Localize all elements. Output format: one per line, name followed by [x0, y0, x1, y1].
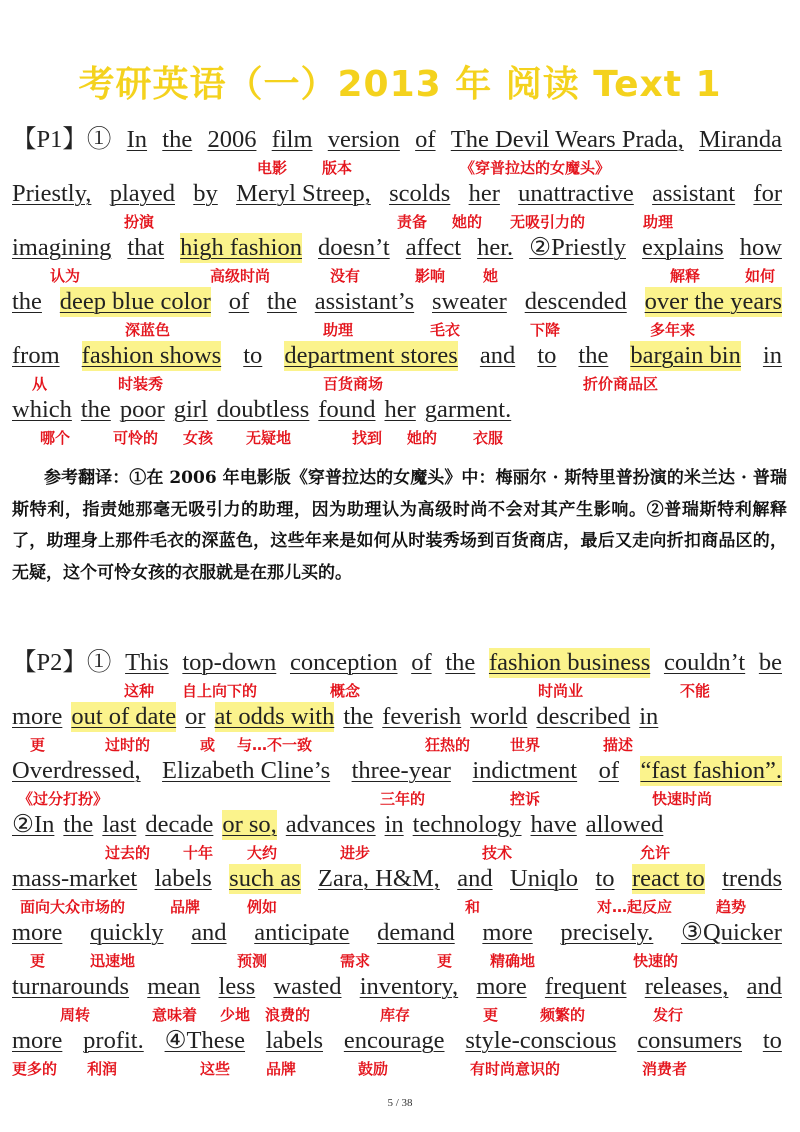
- passage-word: style-conscious: [465, 1027, 617, 1054]
- passage-word: the: [80, 396, 111, 423]
- chinese-gloss: 折价商品区: [583, 375, 659, 393]
- passage-word: her.: [477, 234, 514, 261]
- passage-word: doesn’t: [318, 234, 390, 261]
- page-number: 5 / 38: [387, 1097, 413, 1109]
- passage-word: and: [457, 865, 493, 892]
- reference-translation: 参考翻译：①在 2006 年电影版《穿普拉达的女魔头》中：梅丽尔 · 斯特里普扮演的米兰达 · 普瑞斯特利，指责她那毫无吸引力的助理，因为助理认为高级时尚不会对其产生影响。②普瑞斯特利解释了，助理身上那件毛衣的深蓝色，这些年来是如何从时装秀场到百货商店，最后又走向折扣商品区的，无疑，这个可怜女孩的衣服就是在那儿买的。: [12, 468, 787, 583]
- passage-word: and: [479, 342, 516, 369]
- passage-word: and: [746, 973, 782, 1000]
- gloss-line: [0, 681, 800, 701]
- chinese-gloss: 如何: [745, 267, 776, 285]
- passage-word: three-year: [351, 757, 451, 784]
- chinese-gloss: 这些: [200, 1060, 231, 1078]
- passage-word: of: [415, 126, 436, 153]
- passage-word: of: [228, 288, 250, 315]
- passage-word: her: [384, 396, 416, 423]
- english-line: [12, 233, 782, 263]
- passage-word: or: [185, 703, 206, 730]
- chinese-gloss: 更: [483, 1006, 499, 1024]
- chinese-gloss: 百货商场: [323, 375, 384, 393]
- english-line: [12, 918, 782, 948]
- highlighted-phrase: over the years: [644, 288, 782, 315]
- chinese-gloss: 过去的: [105, 844, 151, 862]
- passage-word: the: [343, 703, 374, 730]
- passage-word: ③Quicker: [681, 919, 782, 946]
- english-line: [12, 972, 782, 1002]
- passage-word: played: [109, 180, 175, 207]
- chinese-gloss: 狂热的: [425, 736, 471, 754]
- chinese-gloss: 少地: [220, 1006, 251, 1024]
- passage-word: precisely.: [560, 919, 654, 946]
- passage-word: to: [243, 342, 263, 369]
- english-line: [12, 125, 782, 155]
- passage-word: labels: [265, 1027, 324, 1054]
- gloss-line: [0, 374, 800, 394]
- chinese-gloss: 与…不一致: [237, 736, 313, 754]
- chinese-gloss: 更多的: [12, 1060, 58, 1078]
- chinese-gloss: 意味着: [152, 1006, 198, 1024]
- passage-word: ④These: [164, 1027, 246, 1054]
- english-line: [12, 810, 782, 840]
- passage-word: the: [445, 649, 476, 676]
- passage-word: version: [327, 126, 400, 153]
- chinese-gloss: 毛衣: [430, 321, 461, 339]
- gloss-line: [0, 789, 800, 809]
- chinese-gloss: 和: [465, 898, 481, 916]
- passage-word: Zara, H&M,: [318, 865, 440, 892]
- passage-word: the: [63, 811, 94, 838]
- chinese-gloss: 更: [30, 736, 46, 754]
- passage-word: more: [12, 919, 63, 946]
- passage-word: 2006: [207, 126, 257, 153]
- english-line: [12, 756, 782, 786]
- passage-word: more: [476, 973, 527, 1000]
- passage-word: last: [102, 811, 137, 838]
- chinese-gloss: 这种: [124, 682, 155, 700]
- chinese-gloss: 深蓝色: [125, 321, 171, 339]
- highlighted-phrase: at odds with: [214, 703, 335, 730]
- chinese-gloss: 对…起反应: [597, 898, 673, 916]
- passage-word: described: [536, 703, 631, 730]
- chinese-gloss: 快速时尚: [652, 790, 713, 808]
- chinese-gloss: 过时的: [105, 736, 151, 754]
- passage-word: 【P2】①: [12, 649, 112, 676]
- chinese-gloss: 更: [30, 952, 46, 970]
- chinese-gloss: 不能: [680, 682, 711, 700]
- passage-word: decade: [145, 811, 214, 838]
- passage-word: trends: [722, 865, 782, 892]
- passage-word: the: [266, 288, 297, 315]
- chinese-gloss: 大约: [247, 844, 278, 862]
- chinese-gloss: 迅速地: [90, 952, 136, 970]
- highlighted-phrase: department stores: [284, 342, 458, 369]
- chinese-gloss: 或: [200, 736, 216, 754]
- page-title: 考研英语（一）2013 年 阅读 Text 1: [78, 64, 722, 105]
- passage-word: unattractive: [518, 180, 634, 207]
- passage-word: releases,: [644, 973, 729, 1000]
- chinese-gloss: 浪费的: [265, 1006, 311, 1024]
- highlighted-phrase: react to: [631, 865, 705, 892]
- passage-word: imagining: [12, 234, 112, 261]
- chinese-gloss: 下降: [530, 321, 561, 339]
- chinese-gloss: 消费者: [642, 1060, 688, 1078]
- passage-word: scolds: [389, 180, 451, 207]
- passage-word: encourage: [343, 1027, 445, 1054]
- passage-word: advances: [285, 811, 376, 838]
- passage-word: which: [12, 396, 72, 423]
- chinese-gloss: 女孩: [183, 429, 214, 447]
- passage-word: from: [12, 342, 60, 369]
- chinese-gloss: 版本: [322, 159, 353, 177]
- passage-word: ②In: [12, 811, 55, 838]
- gloss-line: [0, 735, 800, 755]
- passage-word: poor: [119, 396, 165, 423]
- passage-word: how: [739, 234, 782, 261]
- chinese-gloss: 例如: [247, 898, 278, 916]
- passage-word: found: [318, 396, 376, 423]
- passage-word: the: [12, 288, 42, 315]
- passage-word: feverish: [382, 703, 462, 730]
- passage-word: and: [191, 919, 227, 946]
- chinese-gloss: 进步: [340, 844, 371, 862]
- passage-word: turnarounds: [12, 973, 130, 1000]
- chinese-gloss: 扮演: [124, 213, 155, 231]
- passage-word: mean: [147, 973, 201, 1000]
- passage-word: Elizabeth Cline’s: [162, 757, 331, 784]
- passage-word: Priestly,: [12, 180, 92, 207]
- chinese-gloss: 多年来: [650, 321, 696, 339]
- passage-word: 【P1】①: [12, 126, 112, 153]
- english-line: [12, 864, 782, 894]
- chinese-gloss: 描述: [603, 736, 634, 754]
- passage-word: to: [537, 342, 557, 369]
- chinese-gloss: 责备: [397, 213, 428, 231]
- passage-word: labels: [154, 865, 212, 892]
- passage-word: conception: [289, 649, 398, 676]
- chinese-gloss: 电影: [257, 159, 288, 177]
- gloss-line: [0, 1059, 800, 1079]
- chinese-gloss: 需求: [340, 952, 371, 970]
- passage-word: couldn’t: [663, 649, 746, 676]
- english-line: [12, 179, 782, 209]
- chinese-gloss: 自上向下的: [182, 682, 258, 700]
- passage-word: assistant’s: [314, 288, 415, 315]
- highlighted-phrase: “fast fashion”.: [640, 757, 782, 784]
- highlighted-phrase: such as: [229, 865, 301, 892]
- passage-word: to: [595, 865, 615, 892]
- passage-word: the: [162, 126, 193, 153]
- chinese-gloss: 《穿普拉达的女魔头》: [460, 159, 611, 177]
- chinese-gloss: 控诉: [510, 790, 541, 808]
- passage-word: of: [411, 649, 432, 676]
- passage-word: top-down: [182, 649, 277, 676]
- passage-word: ②Priestly: [529, 234, 626, 261]
- passage-word: consumers: [637, 1027, 743, 1054]
- chinese-gloss: 可怜的: [113, 429, 159, 447]
- passage-word: technology: [412, 811, 522, 838]
- chinese-gloss: 品牌: [266, 1060, 297, 1078]
- chinese-gloss: 品牌: [170, 898, 201, 916]
- passage-word: world: [470, 703, 528, 730]
- english-line: [12, 287, 782, 317]
- passage-word: film: [271, 126, 313, 153]
- passage-word: have: [530, 811, 577, 838]
- chinese-gloss: 助理: [323, 321, 354, 339]
- chinese-gloss: 利润: [87, 1060, 118, 1078]
- passage-word: garment.: [424, 396, 512, 423]
- chinese-gloss: 哪个: [40, 429, 71, 447]
- chinese-gloss: 影响: [415, 267, 446, 285]
- passage-word: anticipate: [254, 919, 350, 946]
- gloss-line: [0, 428, 800, 448]
- chinese-gloss: 发行: [653, 1006, 684, 1024]
- chinese-gloss: 世界: [510, 736, 541, 754]
- chinese-gloss: 周转: [60, 1006, 91, 1024]
- gloss-line: [0, 320, 800, 340]
- passage-word: the: [578, 342, 609, 369]
- chinese-gloss: 三年的: [380, 790, 426, 808]
- passage-word: explains: [642, 234, 724, 261]
- passage-word: frequent: [544, 973, 627, 1000]
- highlighted-phrase: fashion shows: [81, 342, 222, 369]
- chinese-gloss: 她的: [452, 213, 483, 231]
- chinese-gloss: 解释: [670, 267, 701, 285]
- highlighted-phrase: high fashion: [180, 234, 302, 261]
- chinese-gloss: 无吸引力的: [510, 213, 586, 231]
- chinese-gloss: 无疑地: [246, 429, 292, 447]
- passage-word: In: [126, 126, 148, 153]
- chinese-gloss: 找到: [352, 429, 383, 447]
- passage-word: more: [12, 703, 63, 730]
- chinese-gloss: 频繁的: [540, 1006, 586, 1024]
- gloss-line: [0, 843, 800, 863]
- passage-word: quickly: [90, 919, 164, 946]
- passage-word: her: [468, 180, 500, 207]
- passage-word: for: [753, 180, 782, 207]
- highlighted-phrase: or so,: [222, 811, 277, 838]
- chinese-gloss: 面向大众市场的: [20, 898, 126, 916]
- gloss-line: [0, 897, 800, 917]
- passage-word: The Devil Wears Prada,: [450, 126, 684, 153]
- english-line: [12, 702, 782, 732]
- passage-word: Meryl Streep,: [236, 180, 371, 207]
- chinese-gloss: 时装秀: [118, 375, 164, 393]
- chinese-gloss: 库存: [380, 1006, 411, 1024]
- passage-word: in: [639, 703, 659, 730]
- chinese-gloss: 她的: [407, 429, 438, 447]
- passage-word: demand: [377, 919, 455, 946]
- passage-word: to: [762, 1027, 782, 1054]
- highlighted-phrase: deep blue color: [59, 288, 211, 315]
- chinese-gloss: 从: [32, 375, 48, 393]
- passage-word: more: [482, 919, 533, 946]
- gloss-line: [0, 266, 800, 286]
- passage-word: mass-market: [12, 865, 138, 892]
- chinese-gloss: 预测: [237, 952, 268, 970]
- passage-word: by: [193, 180, 218, 207]
- passage-word: inventory,: [359, 973, 459, 1000]
- passage-word: descended: [524, 288, 627, 315]
- chinese-gloss: 高级时尚: [210, 267, 271, 285]
- passage-word: sweater: [432, 288, 507, 315]
- passage-word: in: [384, 811, 404, 838]
- chinese-gloss: 十年: [183, 844, 214, 862]
- chinese-gloss: 助理: [643, 213, 674, 231]
- passage-word: profit.: [83, 1027, 144, 1054]
- passage-word: doubtless: [216, 396, 310, 423]
- passage-word: affect: [405, 234, 462, 261]
- passage-word: girl: [173, 396, 208, 423]
- chinese-gloss: 更: [437, 952, 453, 970]
- english-line: [12, 395, 782, 425]
- passage-word: indictment: [472, 757, 578, 784]
- chinese-gloss: 允许: [640, 844, 671, 862]
- passage-word: Miranda: [698, 126, 782, 153]
- passage-word: in: [762, 342, 782, 369]
- highlighted-phrase: bargain bin: [630, 342, 741, 369]
- passage-word: more: [12, 1027, 63, 1054]
- passage-word: be: [758, 649, 782, 676]
- chinese-gloss: 精确地: [490, 952, 536, 970]
- english-line: [12, 341, 782, 371]
- passage-word: This: [125, 649, 169, 676]
- chinese-gloss: 概念: [330, 682, 361, 700]
- chinese-gloss: 趋势: [716, 898, 747, 916]
- chinese-gloss: 时尚业: [538, 682, 584, 700]
- chinese-gloss: 鼓励: [358, 1060, 389, 1078]
- english-line: [12, 1026, 782, 1056]
- passage-word: that: [127, 234, 165, 261]
- highlighted-phrase: fashion business: [488, 649, 651, 676]
- passage-word: Overdressed,: [12, 757, 141, 784]
- chinese-gloss: 快速的: [633, 952, 679, 970]
- chinese-gloss: 《过分打扮》: [18, 790, 109, 808]
- chinese-gloss: 认为: [50, 267, 81, 285]
- english-line: [12, 648, 782, 678]
- passage-word: wasted: [273, 973, 342, 1000]
- passage-word: of: [598, 757, 620, 784]
- chinese-gloss: 没有: [330, 267, 361, 285]
- gloss-line: [0, 951, 800, 971]
- chinese-gloss: 她: [483, 267, 499, 285]
- chinese-gloss: 衣服: [473, 429, 504, 447]
- passage-word: less: [218, 973, 256, 1000]
- chinese-gloss: 有时尚意识的: [470, 1060, 561, 1078]
- gloss-line: [0, 1005, 800, 1025]
- passage-word: assistant: [652, 180, 736, 207]
- passage-word: allowed: [585, 811, 664, 838]
- chinese-gloss: 技术: [482, 844, 513, 862]
- gloss-line: [0, 158, 800, 178]
- highlighted-phrase: out of date: [71, 703, 177, 730]
- gloss-line: [0, 212, 800, 232]
- passage-word: Uniqlo: [510, 865, 579, 892]
